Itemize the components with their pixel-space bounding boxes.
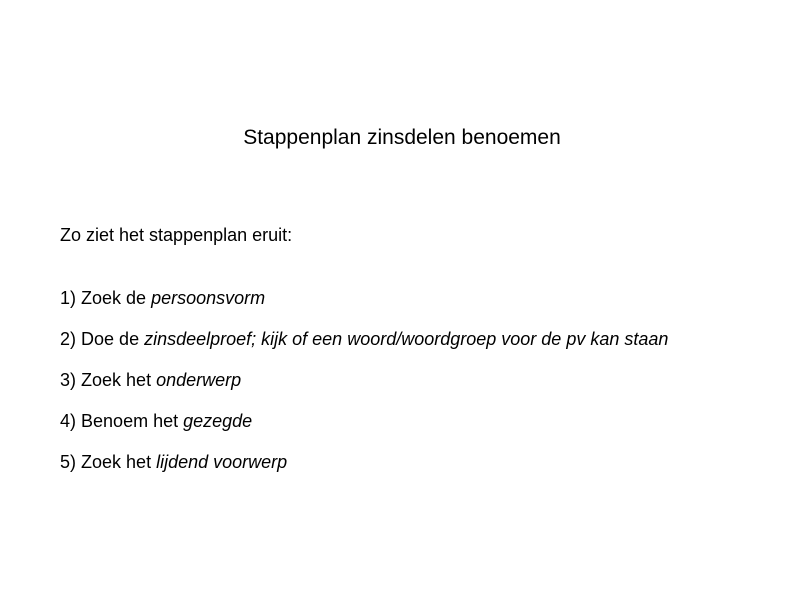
step-lead: Benoem het [81,411,184,431]
step-4 [60,410,750,432]
step-term: onderwerp [156,370,242,390]
step-2 [60,328,750,350]
step-lead: Doe de [81,329,145,349]
step-term: lijdend voorwerp [156,452,288,472]
step-1 [60,287,750,309]
step-number: 5) [60,452,77,472]
intro-text: Zo ziet het stappenplan eruit: [60,225,293,245]
steps-list [60,287,750,492]
step-term: gezegde [183,411,253,431]
step-term: persoonsvorm [151,288,266,308]
step-number: 2) [60,329,77,349]
step-lead: Zoek de [81,288,152,308]
step-number: 3) [60,370,77,390]
step-lead: Zoek het [81,452,157,472]
step-5 [60,451,750,473]
step-number: 4) [60,411,77,431]
slide-title: Stappenplan zinsdelen benoemen [243,126,561,149]
step-term: zinsdeelproef; kijk of een woord/woordgroep voor de pv kan staan [144,329,669,349]
step-number: 1) [60,288,77,308]
step-lead: Zoek het [81,370,157,390]
step-3 [60,369,750,391]
